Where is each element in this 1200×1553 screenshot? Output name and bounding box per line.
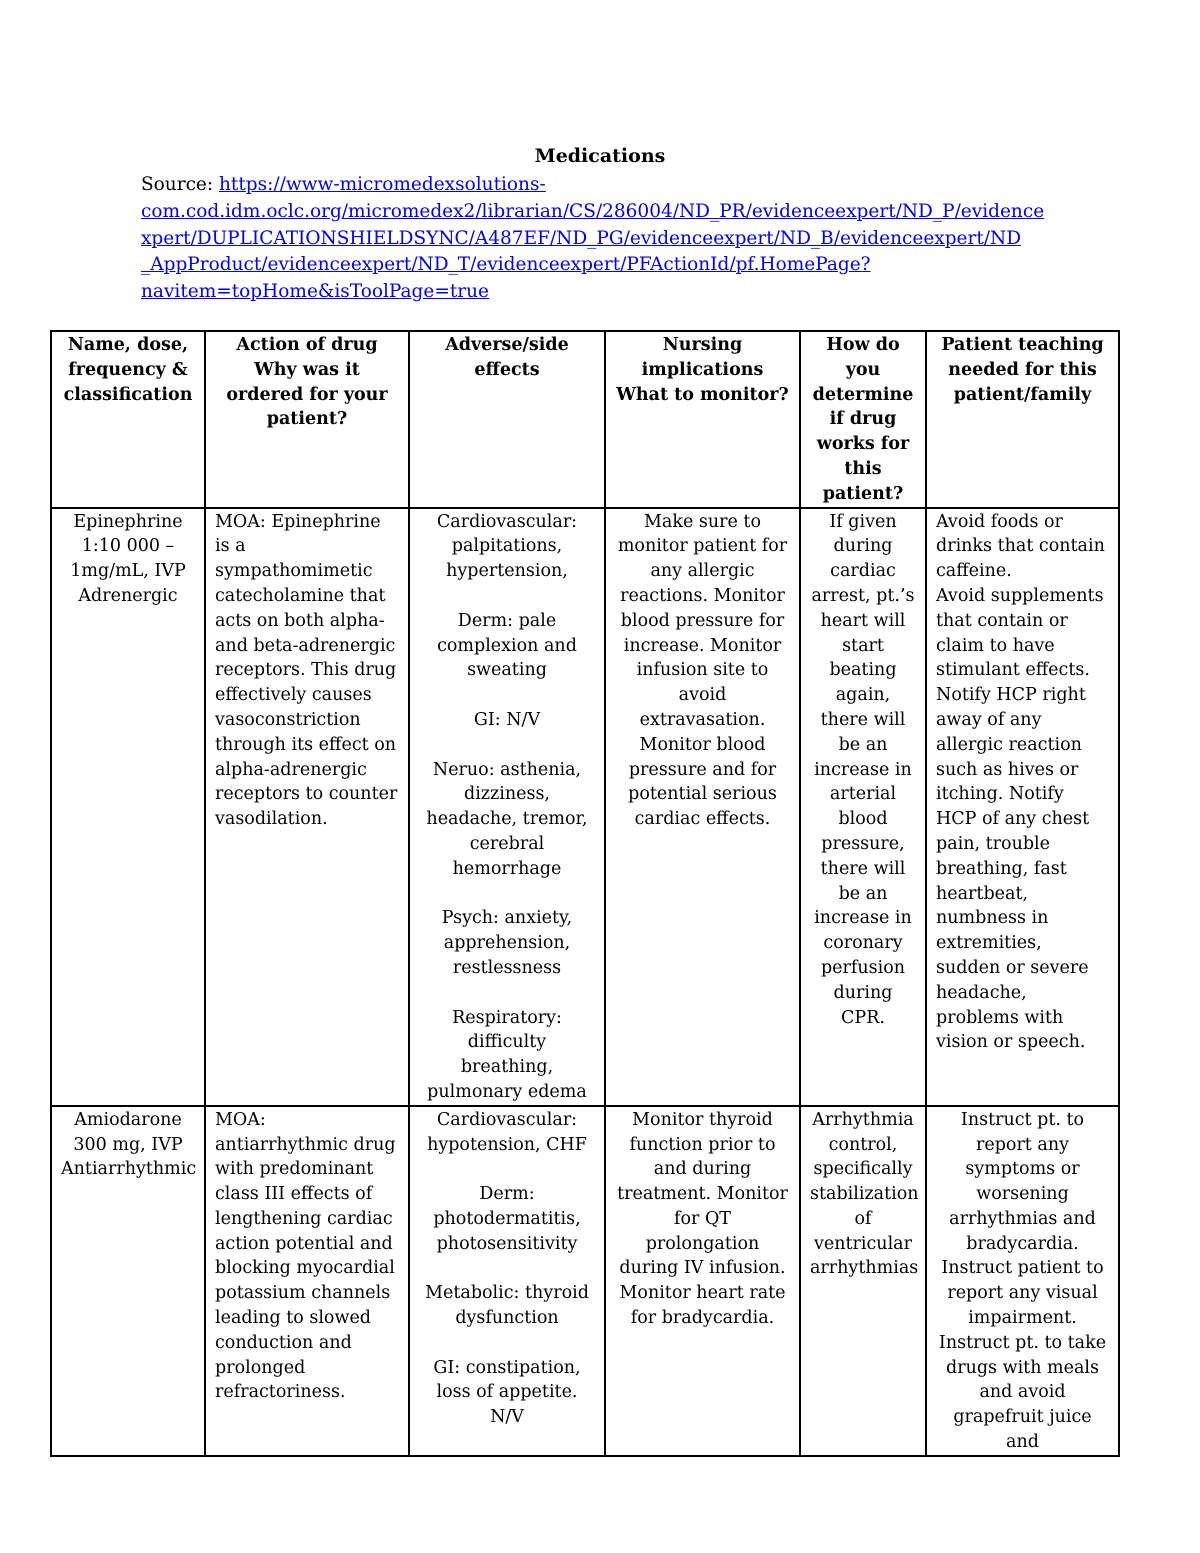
adverse-item: Cardiovascular: hypotension, CHF [427, 1109, 587, 1155]
source-link[interactable] [141, 174, 1071, 306]
cell-determine: If given during cardiac arrest, pt.’s heart will start beating again, there will be an increase in arterial blood pressure, there will be an increase in coronary perfusion during CPR. [800, 508, 926, 1106]
adverse-item: GI: N/V [473, 709, 541, 730]
cell-teaching [926, 1106, 1119, 1456]
header-nursing: Nursing implications What to monitor? [605, 331, 800, 508]
source-url-line[interactable]: com.cod.idm.oclc.org/micromedex2/librarian/CS/286004/ND_PR/evidenceexpert/ND_P/evidence [141, 200, 1045, 222]
cell-nursing: Monitor thyroid function prior to and during treatment. Monitor for QT prolongation during IV infusion. Monitor heart rate for bradycardia. [605, 1106, 800, 1456]
header-adverse: Adverse/side effects [409, 331, 605, 508]
teaching-item: Instruct pt. to take drugs with meals and avoid grapefruit juice and [938, 1332, 1107, 1453]
teaching-item: Instruct pt. to report any symptoms or worsening arrhythmias and bradycardia. [949, 1109, 1096, 1254]
adverse-item: Neruo: asthenia, dizziness, headache, tremor, cerebral hemorrhage [426, 759, 588, 879]
cell-determine: Arrhythmia control, specifically stabilization of ventricular arrhythmias [800, 1106, 926, 1456]
cell-name: Epinephrine 1:10 000 – 1mg/mL, IVP Adrenergic [51, 508, 205, 1106]
cell-teaching [926, 508, 1119, 1106]
source-url-line[interactable]: xpert/DUPLICATIONSHIELDSYNC/A487EF/ND_PG/evidenceexpert/ND_B/evidenceexpert/ND [141, 227, 1022, 249]
cell-nursing: Make sure to monitor patient for any allergic reactions. Monitor blood pressure for increase. Monitor infusion site to avoid extravasation. Monitor blood pressure and for potential serious cardiac effects. [605, 508, 800, 1106]
teaching-item: Avoid supplements that contain or claim to have stimulant effects. [936, 585, 1104, 681]
document-title: Medications [534, 145, 666, 167]
table-row [51, 1106, 1119, 1456]
source-url-line[interactable]: https://www-micromedexsolutions- [219, 174, 546, 195]
source-label: Source: [141, 174, 214, 195]
cell-action: MOA: antiarrhythmic drug with predominant class III effects of lengthening cardiac action potential and blocking myocardial potassium channels leading to slowed conduction and prolonged refractoriness. [205, 1106, 409, 1456]
table-header-row [51, 331, 1119, 508]
adverse-item: Respiratory: difficulty breathing, pulmonary edema [427, 1007, 587, 1102]
adverse-item: Derm: pale complexion and sweating [437, 610, 577, 681]
cell-name: Amiodarone 300 mg, IVP Antiarrhythmic [51, 1106, 205, 1456]
source-url-line[interactable]: navitem=topHome&isToolPage=true [141, 281, 489, 303]
medications-table [50, 330, 1120, 1457]
adverse-item: Metabolic: thyroid dysfunction [425, 1283, 589, 1329]
adverse-item: Derm: photodermatitis, photosensitivity [433, 1184, 581, 1254]
header-action: Action of drug Why was it ordered for your patient? [205, 331, 409, 508]
cell-action: MOA: Epinephrine is a sympathomimetic catecholamine that acts on both alpha- and beta-adrenergic receptors. This drug effectively causes vasoconstriction through its effect on alpha-adrenergic receptors to counter vasodilation. [205, 508, 409, 1106]
teaching-item: Notify HCP right away of any allergic reaction such as hives or itching. Notify HCP of any chest pain, trouble breathing, fast heartbeat, numbness in extremities, sudden or severe headache, problems with vision or speech. [936, 685, 1090, 1053]
header-determine: How do you determine if drug works for this patient? [800, 331, 926, 508]
teaching-item: Instruct patient to report any visual impairment. [941, 1258, 1104, 1329]
adverse-item: GI: constipation, loss of appetite. N/V [433, 1357, 581, 1428]
cell-adverse [409, 508, 605, 1106]
teaching-item: Avoid foods or drinks that contain caffeine. [936, 511, 1105, 582]
header-teaching: Patient teaching needed for this patient/family [926, 331, 1119, 508]
adverse-item: Cardiovascular: palpitations, hypertension, [436, 511, 578, 582]
header-name-dose: Name, dose, frequency & classification [51, 331, 205, 508]
table-row [51, 508, 1119, 1106]
source-citation [141, 172, 1071, 306]
source-url-line[interactable]: _AppProduct/evidenceexpert/ND_T/evidenceexpert/PFActionId/pf.HomePage? [141, 254, 871, 276]
adverse-item: Psych: anxiety, apprehension, restlessness [441, 908, 573, 978]
cell-adverse [409, 1106, 605, 1456]
